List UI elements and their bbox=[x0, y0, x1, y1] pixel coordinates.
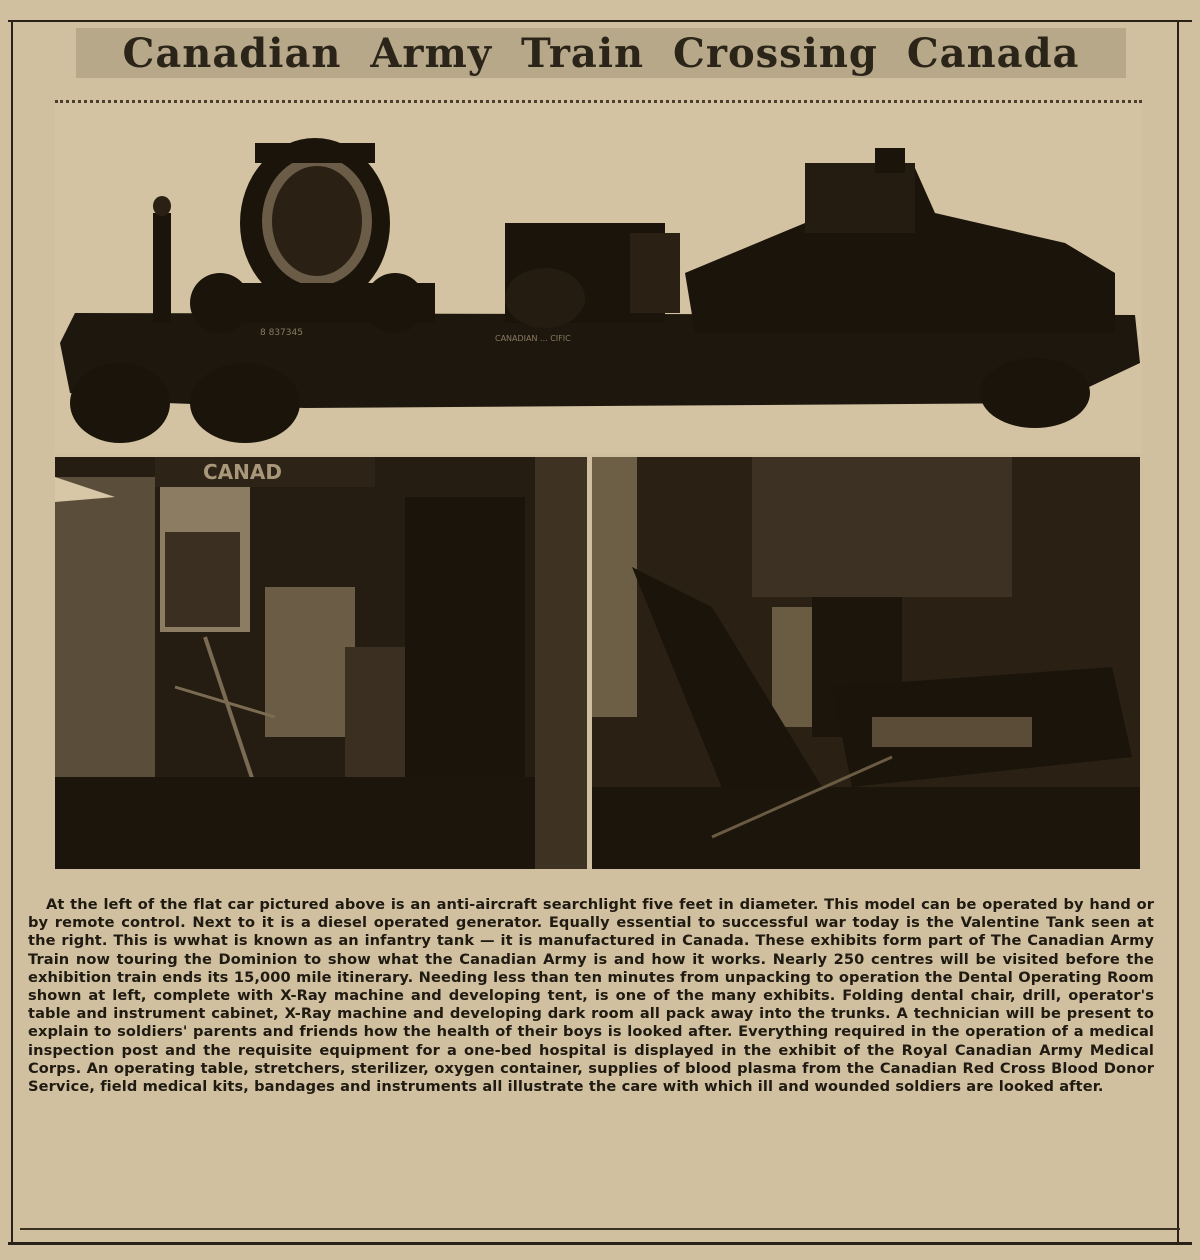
dental-room-illustration bbox=[55, 457, 587, 869]
photo-caption: At the left of the flat car pictured above is an anti-aircraft searchlight five feet in diameter. This model can be operated by hand or by remote control. Next to it is a diesel operated generator. Equally essential to successful war today is the Valentine Tank seen at the right. This is wwhat is known as an infantry tank — it is manufactured in Canada. These exhibits form part of The Canadian Army Train now touring the Dominion to show what the Canadian Army is and how it works. Nearly 250 centres will be visited before the exhibition train ends its 15,000 mile itinerary. Needing less than ten minutes from unpacking to operation the Dental Operating Room shown at left, complete with X-Ray machine and developing tent, is one of the many exhibits. Folding dental chair, drill, operator's table and instrument cabinet, X-Ray machine and developing dark room all pack away into the trunks. A technician will be present to explain to soldiers' parents and friends how the health of their boys is looked after. Everything required in the operation of a medical inspection post and the requisite equipment for a one-bed hospital is displayed in the exhibit of the Royal Canadian Army Medical Corps. An operating table, stretchers, sterilizer, oxygen container, supplies of blood plasma from the Canadian Red Cross Blood Donor Service, field medical kits, bandages and instruments all illustrate the care with which ill and wounded soldiers are looked after. bbox=[28, 896, 1154, 1096]
flatcar-illustration bbox=[55, 103, 1142, 450]
flatcar-photo bbox=[55, 100, 1142, 453]
left-border-rule bbox=[11, 20, 13, 1244]
medical-corps-photo bbox=[592, 457, 1140, 869]
flatcar-marking-1: 8 837345 bbox=[260, 328, 303, 338]
medical-corps-illustration bbox=[592, 457, 1140, 869]
bottom-border-rule bbox=[8, 1242, 1192, 1245]
dental-room-photo bbox=[55, 457, 587, 869]
top-border-rule bbox=[8, 20, 1192, 22]
caption-bottom-rule bbox=[20, 1228, 1180, 1230]
right-border-rule bbox=[1177, 20, 1179, 1244]
headline: Canadian Army Train Crossing Canada bbox=[122, 29, 1080, 77]
flatcar-marking-2: CANADIAN ... CIFIC bbox=[495, 334, 571, 343]
dental-room-sign: CANAD bbox=[203, 460, 282, 484]
headline-band bbox=[76, 28, 1126, 78]
